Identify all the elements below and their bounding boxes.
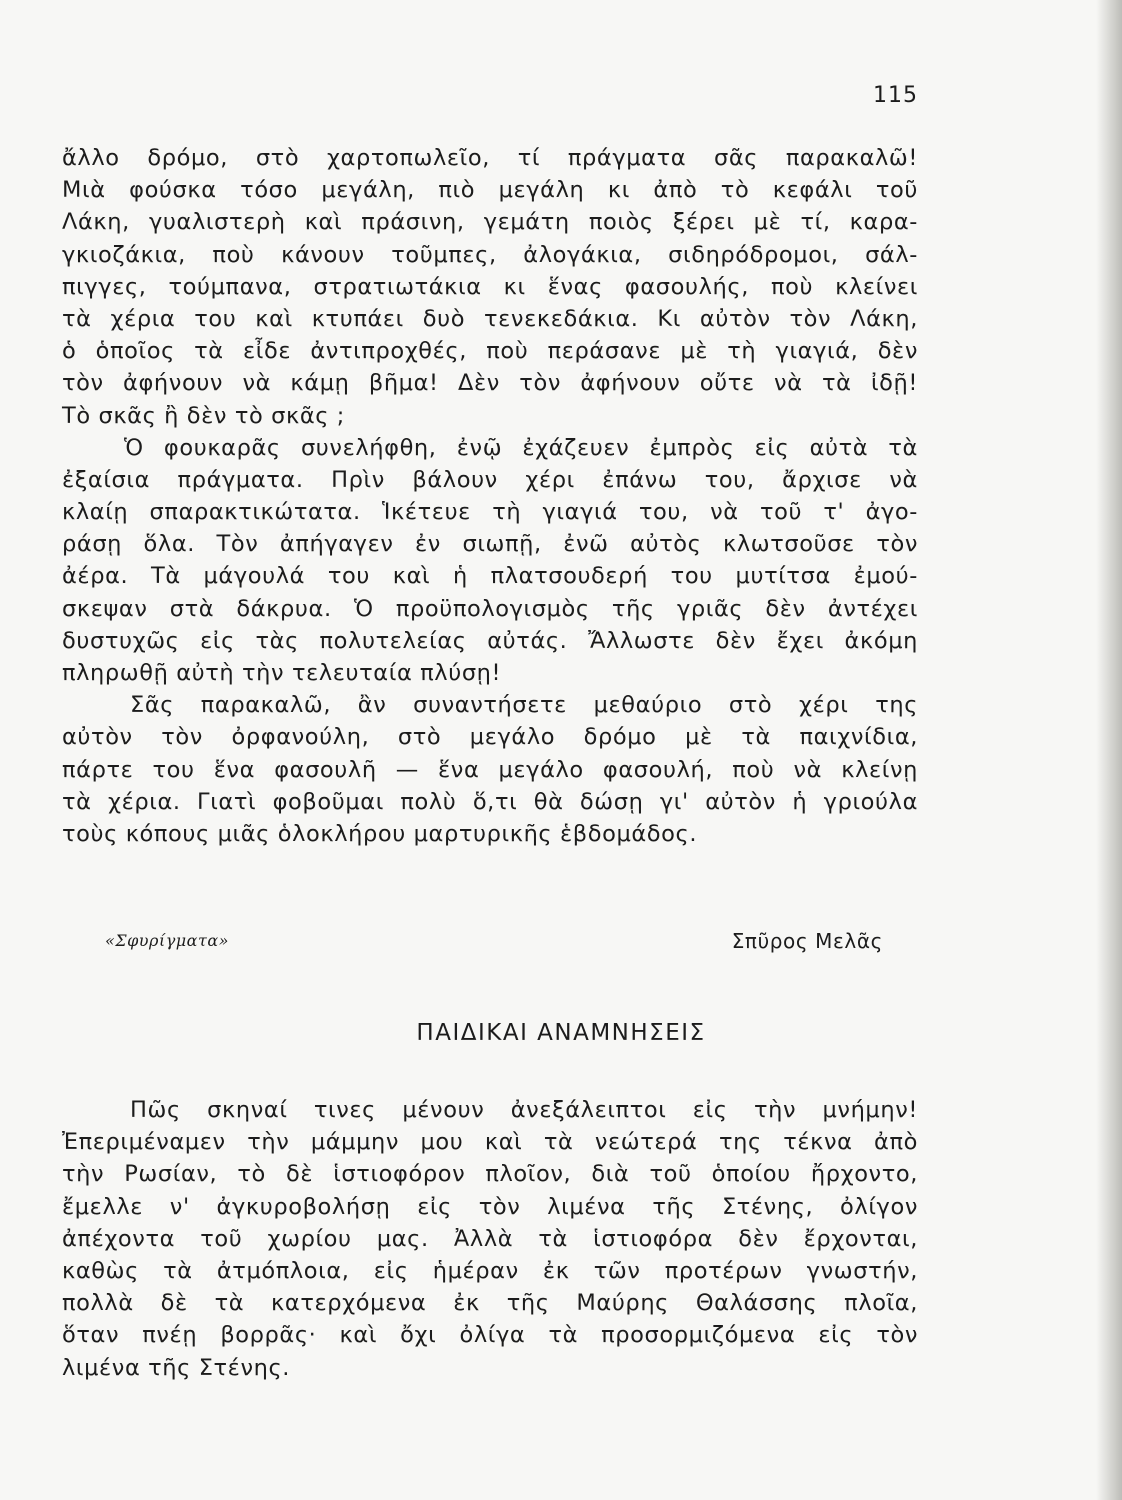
text-line: τὸν ἀφήνουν νὰ κάμῃ βῆμα! Δὲν τὸν ἀφήνουν οὔτε νὰ τὰ ἰδῇ! (62, 370, 918, 397)
text-line: πιγγες, τούμπανα, στρατιωτάκια κι ἕνας φασουλής, ποὺ κλείνει (62, 273, 918, 300)
text-line: Ἐπεριμέναμεν τὴν μάμμην μου καὶ τὰ νεώτερά της τέκνα ἀπὸ (62, 1129, 918, 1156)
text-line: δυστυχῶς εἰς τὰς πολυτελείας αὐτάς. Ἄλλωστε δὲν ἔχει ἀκόμη (62, 627, 918, 654)
source-title: «Σφυρίγματα» (105, 931, 229, 950)
text-line: ἔμελλε ν' ἀγκυροβολήσῃ εἰς τὸν λιμένα τῆς Στένης, ὀλίγον (62, 1193, 918, 1220)
text-line: πληρωθῇ αὐτὴ τὴν τελευταία πλύσῃ! (62, 660, 502, 686)
text-line: αὐτὸν τὸν ὀρφανούλη, στὸ μεγάλο δρόμο μὲ τὰ παιχνίδια, (62, 724, 918, 751)
text-line: κλαίῃ σπαρακτικώτατα. Ἱκέτευε τὴ γιαγιά του, νὰ τοῦ τ' ἀγο- (62, 499, 918, 526)
text-line: ὁ ὁποῖος τὰ εἶδε ἀντιπροχθές, ποὺ περάσανε μὲ τὴ γιαγιά, δὲν (62, 338, 918, 365)
text-line: τοὺς κόπους μιᾶς ὁλοκλήρου μαρτυρικῆς ἑβδομάδος. (62, 820, 698, 847)
text-line: Τὸ σκᾶς ἢ δὲν τὸ σκᾶς ; (62, 402, 345, 429)
text-line: Πῶς σκηναί τινες μένουν ἀνεξάλειπτοι εἰς τὴν μνήμην! (130, 1097, 918, 1123)
text-line: λιμένα τῆς Στένης. (62, 1354, 291, 1381)
text-line: ὅταν πνέῃ βορρᾶς· καὶ ὄχι ὀλίγα τὰ προσορμιζόμενα εἰς τὸν (62, 1322, 918, 1349)
text-line: τὴν Ρωσίαν, τὸ δὲ ἱστιοφόρον πλοῖον, διὰ τοῦ ὁποίου ἤρχοντο, (62, 1161, 918, 1188)
text-line: ἀέρα. Τὰ μάγουλά του καὶ ἡ πλατσουδερή του μυτίτσα ἐμού- (62, 563, 918, 590)
section-title: ΠΑΙΔΙΚΑΙ ΑΝΑΜΝΗΣΕΙΣ (416, 1020, 706, 1046)
text-line: πάρτε του ἕνα φασουλῆ — ἕνα μεγάλο φασουλή, ποὺ νὰ κλείνῃ (62, 756, 918, 783)
text-line: Ὁ φουκαρᾶς συνελήφθη, ἐνῷ ἐχάζευεν ἐμπρὸς εἰς αὐτὰ τὰ (124, 434, 918, 461)
passage-1-text (62, 142, 918, 850)
text-line: Σᾶς παρακαλῶ, ἂν συναντήσετε μεθαύριο στὸ χέρι της (130, 692, 918, 719)
page-number: 115 (873, 83, 918, 108)
text-line: ἄλλο δρόμο, στὸ χαρτοπωλεῖο, τί πράγματα σᾶς παρακαλῶ! (62, 145, 918, 171)
text-line: πολλὰ δὲ τὰ κατερχόμενα ἐκ τῆς Μαύρης Θαλάσσης πλοῖα, (62, 1290, 918, 1317)
text-line: ἀπέχοντα τοῦ χωρίου μας. Ἀλλὰ τὰ ἱστιοφόρα δὲν ἔρχονται, (62, 1225, 918, 1252)
attribution-row (105, 925, 883, 957)
text-line: ἐξαίσια πράγματα. Πρὶν βάλουν χέρι ἐπάνω του, ἄρχισε νὰ (62, 466, 918, 493)
passage-2-text (62, 1094, 918, 1384)
text-line: Λάκη, γυαλιστερὴ καὶ πράσινη, γεμάτη ποιὸς ξέρει μὲ τί, καρα- (62, 209, 918, 236)
author-name: Σπῦρος Μελᾶς (731, 929, 883, 953)
text-line: ράσῃ ὅλα. Τὸν ἀπήγαγεν ἐν σιωπῇ, ἐνῶ αὐτὸς κλωτσοῦσε τὸν (62, 531, 918, 558)
text-line: καθὼς τὰ ἀτμόπλοια, εἰς ἡμέραν ἐκ τῶν προτέρων γνωστήν, (62, 1257, 918, 1284)
page-edge-shadow (1096, 0, 1122, 1500)
text-line: γκιοζάκια, ποὺ κάνουν τοῦμπες, ἀλογάκια, σιδηρόδρομοι, σάλ- (62, 241, 918, 268)
text-line: σκεψαν στὰ δάκρυα. Ὁ προϋπολογισμὸς τῆς γριᾶς δὲν ἀντέχει (62, 595, 918, 622)
text-line: τὰ χέρια του καὶ κτυπάει δυὸ τενεκεδάκια. Κι αὐτὸν τὸν Λάκη, (62, 305, 918, 332)
text-line: Μιὰ φούσκα τόσο μεγάλη, πιὸ μεγάλη κι ἀπὸ τὸ κεφάλι τοῦ (62, 177, 918, 204)
text-line: τὰ χέρια. Γιατὶ φοβοῦμαι πολὺ ὅ,τι θὰ δώσῃ γι' αὐτὸν ἡ γριούλα (62, 788, 918, 815)
